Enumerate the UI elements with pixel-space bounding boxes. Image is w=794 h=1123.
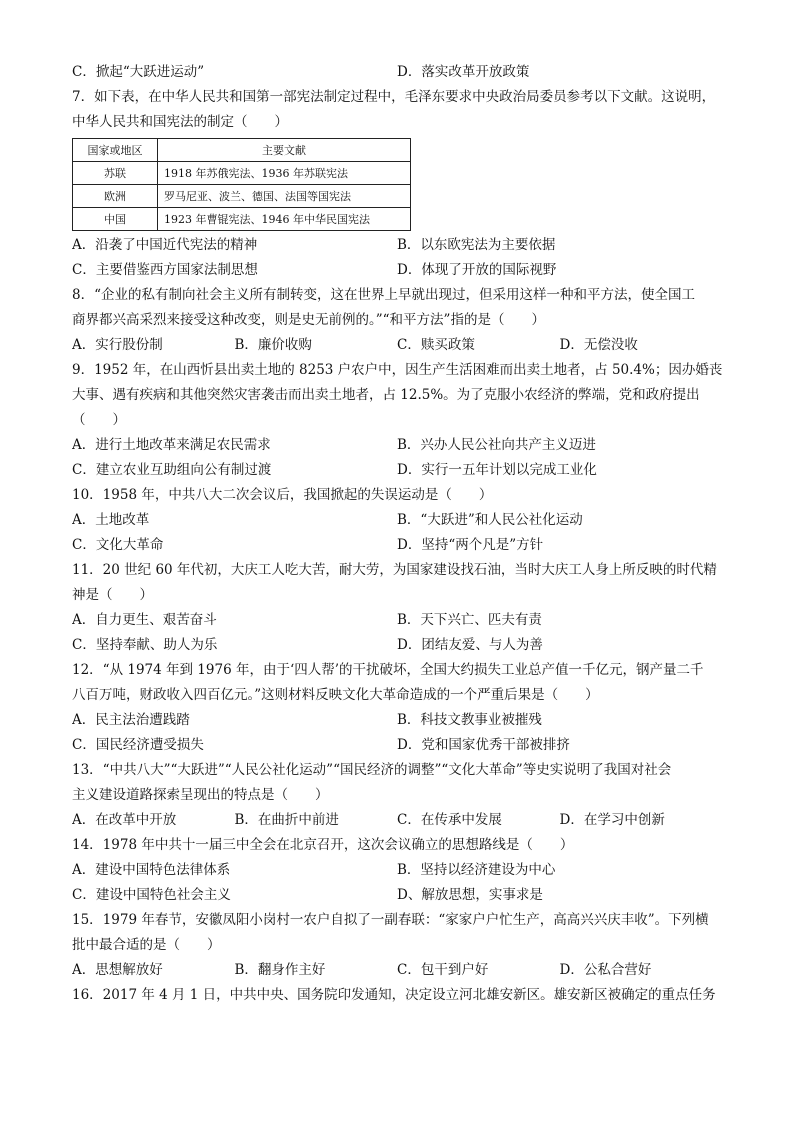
q10-option-a[interactable]: A．土地改革 [72,512,150,528]
q13-stem-line-2: 主义建设道路探索呈现出的特点是（ ） [72,787,329,803]
q9-option-c[interactable]: C．建立农业互助组向公有制过渡 [72,462,272,478]
table-cell-region: 欧洲 [73,185,158,208]
q12-stem-line-2: 八百万吨，财政收入四百亿元。”这则材料反映文化大革命造成的一个严重后果是（ ） [72,687,599,703]
q12-option-c[interactable]: C．国民经济遭受损失 [72,737,204,753]
q11-stem-line-1: 11．20 世纪 60 年代初，大庆工人吃大苦，耐大劳，为国家建设找石油，当时大庆工人身上所反映的时代精 [72,562,717,578]
q8-options [72,333,722,358]
q15-option-c[interactable]: C．包干到户好 [397,962,489,978]
q10-option-c[interactable]: C．文化大革命 [72,537,164,553]
q14-options-row-2 [72,883,722,908]
q6-option-c[interactable]: C．掀起“大跃进运动” [72,64,205,80]
q7-option-a[interactable]: A．沿袭了中国近代宪法的精神 [72,237,258,253]
q12-option-a[interactable]: A．民主法治遭践踏 [72,712,190,728]
q10-options-row-1 [72,508,722,533]
q7-option-d[interactable]: D．体现了开放的国际视野 [397,262,557,278]
q8-option-a[interactable]: A．实行股份制 [72,337,163,353]
table-header-region: 国家或地区 [73,139,158,162]
q15-options [72,958,722,983]
q13-stem-line-1: 13．“中共八大”“大跃进”“人民公社化运动”“国民经济的调整”“文化大革命”等史实说明了我国对社会 [72,762,672,778]
table-header-documents: 主要文献 [158,139,411,162]
q11-options-row-2 [72,633,722,658]
q7-stem-line-1: 7．如下表，在中华人民共和国第一部宪法制定过程中，毛泽东要求中央政治局委员参考以下文献。这说明， [72,89,716,105]
q9-option-a[interactable]: A．进行土地改革来满足农民需求 [72,437,271,453]
q11-option-c[interactable]: C．坚持奉献、助人为乐 [72,637,218,653]
q12-stem-line-1: 12．“从 1974 年到 1976 年，由于‘四人帮’的干扰破坏，全国大约损失工业总产值一千亿元，钢产量二千 [72,662,704,678]
table-cell-documents: 1918 年苏俄宪法、1936 年苏联宪法 [158,162,411,185]
q9-option-b[interactable]: B．兴办人民公社向共产主义迈进 [397,437,596,453]
q13-option-b[interactable]: B．在曲折中前进 [234,812,339,828]
q14-option-d[interactable]: D、解放思想，实事求是 [397,887,543,903]
q13-option-c[interactable]: C．在传承中发展 [397,812,502,828]
q11-stem-line-2: 神是（ ） [72,587,153,603]
q15-option-d[interactable]: D．公私合营好 [559,962,652,978]
q12-option-d[interactable]: D．党和国家优秀干部被排挤 [397,737,570,753]
q9-stem-line-3: （ ） [72,412,126,428]
q13-option-a[interactable]: A．在改革中开放 [72,812,177,828]
q8-stem-line-1: 8．“企业的私有制向社会主义所有制转变，这在世界上早就出现过，但采用这样一种和平方法，使全国工 [72,287,695,303]
q14-option-c[interactable]: C．建设中国特色社会主义 [72,887,231,903]
table-cell-region: 苏联 [73,162,158,185]
q15-stem-line-2: 批中最合适的是（ ） [72,937,221,953]
q7-options-row-2 [72,258,722,283]
q7-source-table [72,138,411,231]
q6-options [72,60,722,85]
table-row [73,162,411,185]
q10-stem-line-1: 10．1958 年，中共八大二次会议后，我国掀起的失误运动是（ ） [72,487,493,503]
q9-stem-line-1: 9．1952 年，在山西忻县出卖土地的 8253 户农户中，因生产生活困难而出卖土地者，占 50.4%；因办婚丧 [72,362,722,378]
q11-option-a[interactable]: A．自力更生、艰苦奋斗 [72,612,217,628]
q11-options-row-1 [72,608,722,633]
q10-options-row-2 [72,533,722,558]
q10-option-d[interactable]: D．坚持“两个凡是”方针 [397,537,544,553]
q14-option-b[interactable]: B．坚持以经济建设为中心 [397,862,556,878]
q9-options-row-2 [72,458,722,483]
q7-stem-line-2: 中华人民共和国宪法的制定（ ） [72,114,288,130]
q12-options-row-1 [72,708,722,733]
q7-options-row-1 [72,233,722,258]
q8-stem-line-2: 商界都兴高采烈来接受这种改变，则是史无前例的。”“和平方法”指的是（ ） [72,312,545,328]
q9-option-d[interactable]: D．实行一五年计划以完成工业化 [397,462,597,478]
q15-stem-line-1: 15．1979 年春节，安徽凤阳小岗村一农户自拟了一副春联：“家家户户忙生产，高高兴兴庆丰收”。下列横 [72,912,709,928]
q8-option-b[interactable]: B．廉价收购 [234,337,312,353]
q11-option-d[interactable]: D．团结友爱、与人为善 [397,637,543,653]
q9-options-row-1 [72,433,722,458]
q7-option-c[interactable]: C．主要借鉴西方国家法制思想 [72,262,258,278]
q14-options-row-1 [72,858,722,883]
q15-option-b[interactable]: B．翻身作主好 [234,962,326,978]
q12-option-b[interactable]: B．科技文教事业被摧残 [397,712,542,728]
q14-stem-line-1: 14．1978 年中共十一届三中全会在北京召开，这次会议确立的思想路线是（ ） [72,837,574,853]
q14-option-a[interactable]: A．建设中国特色法律体系 [72,862,231,878]
table-cell-region: 中国 [73,208,158,231]
table-header-row [73,139,411,162]
q8-option-d[interactable]: D．无偿没收 [559,337,638,353]
q9-stem-line-2: 大事、遇有疾病和其他突然灾害袭击而出卖土地者，占 12.5%。为了克服小农经济的弊端，党和政府提出 [72,387,700,403]
q16-stem-line-1: 16．2017 年 4 月 1 日，中共中央、国务院印发通知，决定设立河北雄安新区。雄安新区被确定的重点任务 [72,987,716,1003]
q10-option-b[interactable]: B．“大跃进”和人民公社化运动 [397,512,583,528]
q8-option-c[interactable]: C．赎买政策 [397,337,475,353]
table-row [73,208,411,231]
q13-options [72,808,722,833]
q12-options-row-2 [72,733,722,758]
table-cell-documents: 1923 年曹锟宪法、1946 年中华民国宪法 [158,208,411,231]
q6-option-d[interactable]: D．落实改革开放政策 [397,64,530,80]
q11-option-b[interactable]: B．天下兴亡、匹夫有责 [397,612,542,628]
q15-option-a[interactable]: A．思想解放好 [72,962,163,978]
q13-option-d[interactable]: D．在学习中创新 [559,812,665,828]
table-row [73,185,411,208]
q7-option-b[interactable]: B．以东欧宪法为主要依据 [397,237,556,253]
table-cell-documents: 罗马尼亚、波兰、德国、法国等国宪法 [158,185,411,208]
exam-page [72,60,722,1008]
